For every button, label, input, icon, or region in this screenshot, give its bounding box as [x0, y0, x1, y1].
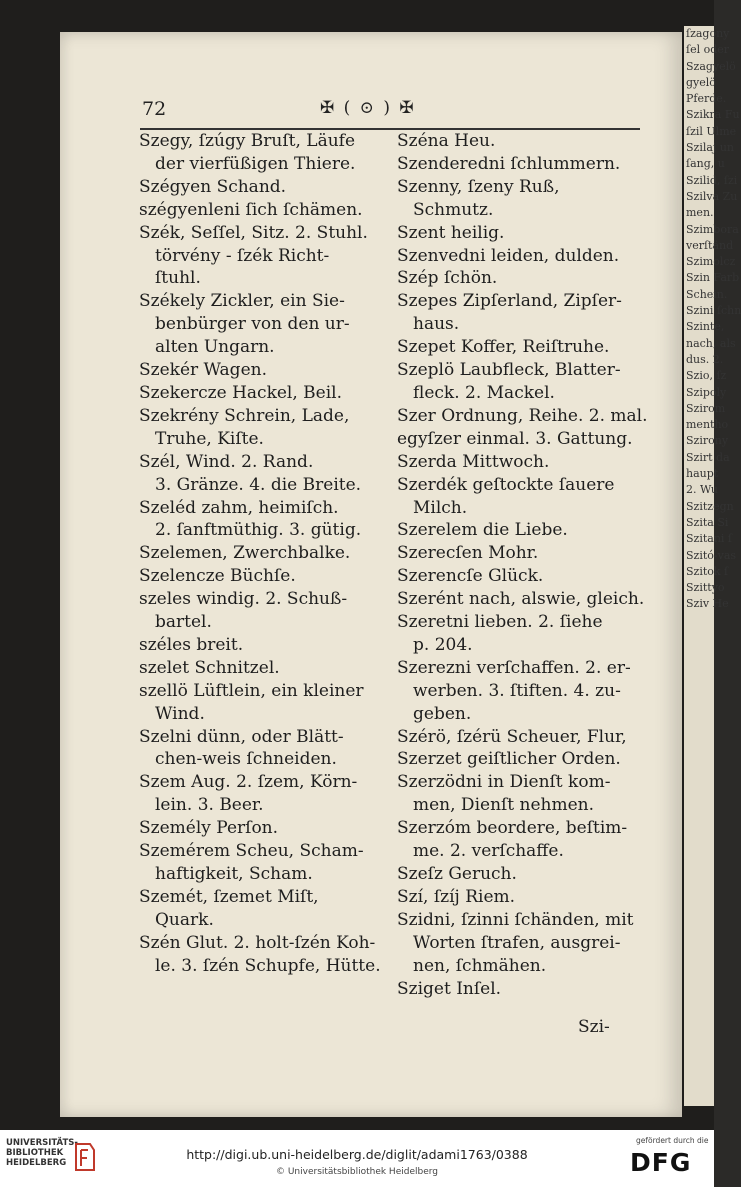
catchword: Szi- — [578, 1017, 610, 1037]
dictionary-line: Szerént nach, alswie, gleich. — [397, 589, 645, 610]
adjacent-page-fragment: Szinte, — [686, 320, 725, 334]
dictionary-line: Szeſz Geruch. — [397, 864, 517, 884]
dictionary-line: Szerencſe Glück. — [397, 566, 544, 587]
header-ornament: ✠ ( ⊙ ) ✠ — [320, 98, 416, 118]
adjacent-page-fragment: Szirony — [686, 434, 729, 448]
dictionary-line: Szem Aug. 2. ſzem, Körn- — [139, 772, 358, 793]
right-column — [397, 130, 652, 1000]
adjacent-page-fragment: Szipoly — [686, 385, 727, 399]
dictionary-line: men, Dienſt nehmen. — [413, 795, 595, 816]
dictionary-line: Szent heilig. — [397, 222, 505, 243]
dictionary-line: Szerdék geſtockte ſauere — [397, 474, 615, 495]
dictionary-line: Szeplö Laubfleck, Blatter- — [397, 360, 621, 381]
left-column — [139, 130, 391, 978]
adjacent-page-fragment: Szio, ſz — [686, 369, 727, 383]
dictionary-line: Szerelem die Liebe. — [397, 520, 568, 541]
dictionary-line: Székely Zickler, ein Sie- — [139, 291, 345, 312]
dictionary-line: Szelni dünn, oder Blätt- — [139, 726, 344, 747]
dictionary-line: der vierfüßigen Thiere. — [155, 153, 356, 174]
dictionary-line: Szerda Mittwoch. — [397, 451, 550, 472]
dictionary-line: me. 2. verſchaffe. — [413, 841, 564, 862]
copyright-text: © Universitätsbibliothek Heidelberg — [275, 1167, 438, 1177]
dictionary-line: Sziget Inſel. — [397, 978, 502, 999]
dictionary-line: Szenny, ſzeny Ruß, — [397, 176, 560, 197]
dfg-logo: DFG — [630, 1148, 692, 1177]
dictionary-line: Szenderedni ſchlummern. — [397, 153, 621, 174]
dictionary-line: Szerzödni in Dienſt kom- — [397, 772, 611, 793]
adjacent-page-edge — [684, 26, 741, 1106]
dictionary-line: haus. — [413, 314, 460, 335]
dictionary-line: p. 204. — [413, 634, 473, 655]
dictionary-line: Milch. — [413, 497, 468, 518]
adjacent-page-fragment: Szitani ſ — [686, 532, 732, 546]
dictionary-line: haftigkeit, Scham. — [155, 864, 313, 884]
adjacent-page-fragment: Szimolcz — [686, 255, 736, 269]
adjacent-page-fragment: Szitzegn — [686, 499, 734, 513]
adjacent-page-fragment: ſang, u — [686, 157, 725, 171]
dictionary-line: Szép ſchön. — [397, 268, 498, 289]
dictionary-line: Szégyen Schand. — [139, 176, 287, 197]
dictionary-line: le. 3. ſzén Schupfe, Hütte. — [155, 955, 381, 976]
adjacent-page-fragment: Szitó-vas — [686, 548, 737, 562]
dictionary-line: geben. — [413, 703, 472, 724]
adjacent-page-fragment: verſtänd — [686, 238, 734, 252]
adjacent-page-fragment: ſzagony — [686, 27, 730, 40]
dictionary-line: szellö Lüftlein, ein kleiner — [139, 680, 364, 701]
adjacent-page-fragment: ſel oder — [686, 43, 730, 57]
dictionary-line: Szekér Wagen. — [139, 360, 267, 381]
adjacent-page-fragment: Szin Farb — [686, 271, 740, 285]
adjacent-page-fragment: haupt — [686, 467, 719, 481]
adjacent-page-fragment: Schein. — [686, 287, 728, 301]
dictionary-line: bartel. — [155, 612, 212, 633]
funder-note: gefördert durch die — [636, 1136, 709, 1145]
adjacent-page-fragment: Sziv He — [686, 597, 729, 611]
dictionary-line: Szemét, ſzemet Miſt, — [139, 886, 319, 907]
adjacent-page-fragment: Szittyo — [686, 581, 725, 595]
dictionary-line: Szenvedni leiden, dulden. — [397, 245, 620, 266]
adjacent-page-fragment: Szirom — [686, 401, 726, 415]
dictionary-line: Truhe, Kiſte. — [155, 428, 264, 449]
dictionary-line: Szelencze Büchſe. — [139, 566, 296, 587]
dictionary-line: Szél, Wind. 2. Rand. — [139, 451, 314, 472]
dictionary-line: Szeretni lieben. 2. ſiehe — [397, 612, 603, 633]
dictionary-line: szelet Schnitzel. — [139, 657, 280, 678]
dictionary-line: Szelemen, Zwerchbalke. — [139, 543, 351, 564]
dictionary-line: törvény - ſzék Richt- — [155, 245, 330, 266]
adjacent-page-fragment: Szilid, ſzi — [686, 173, 738, 187]
adjacent-page-fragment: Szitok ſ — [686, 564, 729, 578]
adjacent-page-fragment: Szimbora — [686, 222, 739, 236]
dictionary-line: alten Ungarn. — [155, 337, 275, 358]
dictionary-line: Wind. — [155, 703, 205, 724]
dictionary-line: Szerezni verſchaffen. 2. er- — [397, 657, 631, 678]
dictionary-line: Szerzóm beordere, beſtim- — [397, 818, 628, 839]
dictionary-line: Szekrény Schrein, Lade, — [139, 405, 350, 426]
adjacent-page-fragment: dus. 2. — [686, 352, 724, 366]
dictionary-line: Széna Heu. — [397, 131, 496, 151]
page-number: 72 — [142, 98, 167, 120]
page-url-link[interactable]: http://digi.ub.uni-heidelberg.de/diglit/adami1763/0388 — [186, 1147, 528, 1162]
dictionary-line: Szekercze Hackel, Beil. — [139, 382, 343, 403]
dictionary-line: Szerzet geiſtlicher Orden. — [397, 749, 621, 770]
dictionary-line: Schmutz. — [413, 199, 494, 220]
dictionary-line: szeles windig. 2. Schuß- — [139, 589, 348, 610]
dictionary-line: Szer Ordnung, Reihe. 2. mal. — [397, 405, 648, 426]
dictionary-line: benbürger von den ur- — [155, 314, 350, 335]
dictionary-line: chen-weis ſchneiden. — [155, 749, 337, 770]
adjacent-page-fragment: Szini ſchn — [686, 304, 741, 318]
page-header — [142, 98, 642, 122]
dictionary-line: Szerecſen Mohr. — [397, 543, 539, 564]
adjacent-page-fragment: Szita Si — [686, 515, 729, 529]
dictionary-line: Személy Perſon. — [139, 818, 279, 839]
dictionary-line: werben. 3. ſtiften. 4. zu- — [413, 680, 621, 701]
dictionary-line: Szék, Seſſel, Sitz. 2. Stuhl. — [139, 222, 368, 243]
adjacent-page-fragment: 2. Wu — [686, 483, 718, 497]
dictionary-line: szégyenleni ſich ſchämen. — [139, 199, 363, 220]
adjacent-page-fragment: nach, als — [686, 336, 736, 350]
dictionary-line: 2. ſanftmüthig. 3. gütig. — [155, 520, 362, 541]
adjacent-page-fragment: men. — [686, 206, 714, 220]
dictionary-line: Worten ſtrafen, ausgrei- — [413, 932, 621, 953]
dictionary-line: 3. Gränze. 4. die Breite. — [155, 474, 362, 495]
viewer-footer — [0, 1130, 714, 1187]
dictionary-line: lein. 3. Beer. — [155, 795, 264, 816]
dictionary-line: nen, ſchmähen. — [413, 955, 547, 976]
dictionary-line: széles breit. — [139, 634, 244, 655]
dictionary-line: Szí, ſzíj Riem. — [397, 886, 516, 907]
adjacent-page-fragment: gyelö — [686, 75, 716, 89]
dictionary-line: Szepes Zipſerland, Zipſer- — [397, 291, 622, 312]
dictionary-line: Quark. — [155, 909, 214, 930]
dictionary-line: Szepet Koffer, Reiſtruhe. — [397, 337, 610, 358]
dictionary-line: Szérö, ſzérü Scheuer, Flur, — [397, 726, 627, 747]
adjacent-page-fragment: mentho — [686, 418, 729, 432]
dictionary-line: Szemérem Scheu, Scham- — [139, 841, 364, 862]
dictionary-line: Szegy, ſzúgy Bruſt, Läufe — [139, 131, 356, 151]
dictionary-line: Szeléd zahm, heimiſch. — [139, 497, 339, 518]
library-logo-text: UNIVERSITÄTS- BIBLIOTHEK HEIDELBERG — [6, 1138, 78, 1168]
adjacent-page-fragment: Szikra Fu — [686, 108, 740, 122]
dictionary-line: egyſzer einmal. 3. Gattung. — [397, 428, 633, 449]
adjacent-page-fragment: Pferde. — [686, 92, 727, 106]
adjacent-page-fragment: Szirt da — [686, 450, 730, 464]
adjacent-page-fragment: Szilaj un — [686, 141, 735, 155]
dictionary-line: Szén Glut. 2. holt-ſzén Koh- — [139, 932, 376, 953]
dictionary-line: fleck. 2. Mackel. — [413, 382, 555, 403]
adjacent-page-fragment: Szagyelö — [686, 59, 736, 73]
dictionary-line: ſtuhl. — [155, 268, 201, 289]
dictionary-line: Szidni, ſzinni ſchänden, mit — [397, 909, 634, 930]
adjacent-page-fragment: ſzil Ulme — [686, 124, 737, 138]
adjacent-page-fragment: Szilva Zu — [686, 189, 738, 203]
